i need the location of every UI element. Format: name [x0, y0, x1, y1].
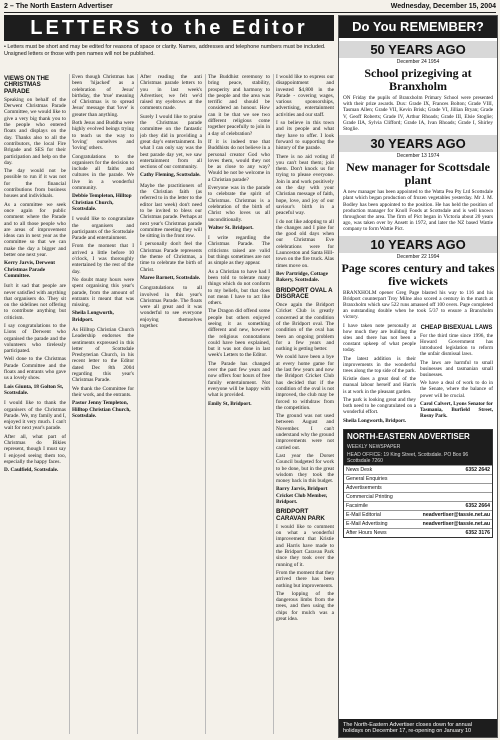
holiday-notice: The North-Eastern Advertiser closes down for annual holidays on December 17, re-opening on January 10: [339, 719, 497, 737]
lower-right-letter: [420, 323, 493, 426]
letter-paragraph: Both Jesus and Buddha were highly evolved beings trying to teach us the way to 'loving' ourselves and 'loving' others.: [72, 120, 134, 152]
letter-heading: BRIDPORT CARAVAN PARK: [276, 508, 325, 522]
letter-paragraph: As Hilltop Christian Church Leadership endorses the sentiments expressed in this letter of Scottsdale Presbyterian Church, in his recent letter to the Editor dated Dec 8th 2004 regarding this year's Christmas Parade.: [72, 326, 134, 384]
letter-paragraph: Congratulations to the organisers for the decision to include all faiths and cultures in the parade. We live in a wonderful community.: [72, 153, 134, 192]
item-body: BRANXHOLM opener Greg Page blasted his way to 116 and his Bridport counterpart Troy Milne also scored a century in the match at Branxholm which saw 522 runs amassed off 100 overs. Page completed an outstanding double when he took 5/37 to ensure a Branxholm victory.: [343, 289, 493, 321]
letter-signature: Emily St, Bridport.: [208, 400, 252, 407]
remember-sidebar: [338, 15, 498, 738]
letter-signature: Maree Barnett, Scottsdale.: [140, 274, 201, 281]
letter-paragraph: From the moment that they arrived there has been nothing but improvements.: [276, 569, 334, 589]
advertiser-logo: NORTH-EASTERN ADVERTISER: [344, 430, 492, 443]
item-date: December 24 1954: [396, 59, 440, 65]
letter-paragraph: There is no aid voting if you can't beat them; join them. Don't knock us for trying to please everyone. Join in and work positively on the day with your Christian message of faith, hope, love, and joy of our saviour's birth in a peaceful way.: [276, 153, 334, 217]
letters-col-4: [208, 74, 270, 736]
letter-paragraph: I do not like adopting to all the changes and I pine for the good old days when our Christmas Eve celebrations were for Launceston and Santa Hill-town on the fire truck. Alas times move on.: [276, 218, 334, 269]
letter-paragraph: Last year the Dorset Council budgeted for work to be done, but in the great wisdom they took the money back in this budget.: [276, 452, 334, 485]
letter-paragraph: Once again the Bridport Cricket Club is greatly concerned at the condition of the Bridport oval. The condition of the oval has been an ongoing problem for a few years and nothing is getting better.: [276, 302, 334, 353]
contact-row: E-Mail Advertising neadvertiser@tassie.net.au: [346, 520, 490, 527]
letter-paragraph: If it is indeed true that Buddhists do not believe in a personal creator God who loves them, would they not be as close to any way? Would be not be welcome in a Christian parade?: [208, 138, 270, 183]
letter-paragraph: Well done to the Christmas Parade Committee and the floats and entrants who gave us a lovely show.: [4, 356, 66, 382]
advertiser-contact-box: [343, 429, 493, 538]
letter-paragraph: Speaking on behalf of the Derwent Christmas Parade Committee, we would like to give a very big thank you to the people who entered floats and displays on the day. Thanks also to all the contributors, the local Fire Brigade and SES for their participation and help on the day.: [4, 96, 66, 166]
letter-paragraph: Maybe the practitioners of the Christian faith (as referred to in the letter to the editor last week) don't need to be invited to bless our Christmas parade. Perhaps at next year's Christmas parade committee meeting they will be sitting in the front row.: [140, 182, 202, 240]
letter-paragraph: Everyone was in the parade to celebrate the spirit of Christmas. Christmas is a celebration of the birth of Christ who loves us all unconditionally.: [208, 185, 270, 223]
letters-col-1: [4, 74, 66, 736]
item-headline: Page scores century and takes five wickets: [341, 260, 495, 288]
letter-signature: Bev Partridge, Cottage Bakery, Scottsdale.: [276, 270, 328, 284]
letter-paragraph: The Parade has changed over the past few years and now offers four hours of free family entertainment. Not everyone will be happy with what is provided.: [208, 360, 270, 399]
column-divider: [273, 74, 274, 734]
letter-signature: Carol Calvert, Lyons Senator for Tasmania, Burfield Street, Rosny Park.: [420, 400, 493, 420]
letter-heading: VIEWS ON THE CHRISTMAS PARADE: [4, 75, 50, 95]
item-body: A new manager has been appointed to the Watta Pea Pty Ltd Scottsdale plant which began production of frozen vegetables yesterday. Mr J. M. Bodley has been appointed to the position. He has held the position of production manager for Knoll Foods at Scottsdale and is well known throughout the area. The firm of Pict began in Victoria about 20 years ago, was taken over by Ansett in 1972, and later the NZ based Wattie company to form Wattie Pict.: [343, 189, 493, 233]
letter-signature: Barry Jarvis, Bridport Cricket Club Member, Bridport.: [276, 486, 328, 505]
letter-signature: Pastor Jenny Templeton, Hilltop Christian Church, Scottsdale.: [72, 400, 131, 419]
letter-paragraph: I would like to express our disappointment and invested $4,800 in the Parade - covering wages, various sponsorships, advertising, entertainment activities and our staff.: [276, 74, 334, 118]
column-divider: [69, 74, 70, 734]
letter-signature: Debbie Templeton, Hilltop Christian Church, Scottsdale.: [72, 193, 132, 212]
remember-title: Do You REMEMBER?: [339, 16, 497, 38]
thirty-years-ago-heading: 30 YEARS AGO: [339, 135, 497, 152]
lower-letters: [339, 323, 497, 426]
letters-col-5: [276, 74, 334, 736]
letter-paragraph: After all, what part of Christmas do Bikies represent, though I must say I enjoyed seeing them too, especially the happy faces.: [4, 433, 66, 465]
contact-row: News Desk 6352 2642: [346, 466, 490, 473]
letter-paragraph: After reading the anti Christmas parade letters to you in last week's Advertiser, we felt we'd raised my eyebrows at the comments made.: [140, 74, 202, 112]
letter-paragraph: I so believe in this town and its people and what they have to offer. I look forward to supporting the history of the parade.: [276, 120, 334, 152]
letter-paragraph: The lopping of the dangerous limbs from the trees, and then using the chips for mulch was a great idea.: [276, 590, 334, 623]
letter-paragraph: We thank the Committee for their work, and the entrants.: [72, 385, 134, 398]
contact-row: E-Mail Editorial neadvertiser@tassie.net.au: [346, 511, 490, 518]
column-divider: [205, 74, 206, 734]
letter-paragraph: The park is looking great and they both need to be congratulated on a wonderful effort.: [343, 396, 416, 416]
letters-col-2: [72, 74, 134, 736]
letter-paragraph: Kristie does a great deal of the manual labour herself and Harris is at work in the pleasant garden.: [343, 376, 416, 395]
letter-paragraph: I would like to thank the organisers of the Christmas Parade. We, my family and I, enjoyed it very much. I can't wait for next year's parade.: [4, 400, 66, 432]
letters-columns: [4, 74, 334, 736]
letter-paragraph: The day would not be possible to run if it was not for the financial contributions from business houses and individuals.: [4, 168, 66, 200]
letter-signature: D. Caulfield, Scottsdale.: [4, 467, 59, 474]
letter-paragraph: As a Christian to have had I been told to tolerate many things which do not conform to my beliefs, but that does not mean I have to act like others.: [208, 268, 270, 307]
ten-years-ago-heading: 10 YEARS AGO: [339, 236, 497, 253]
contact-row: Facsimile 6352 2664: [346, 502, 490, 509]
item-date: December 13 1974: [396, 153, 440, 160]
letter-heading: BRIDPORT OVAL A DISGRACE: [276, 286, 333, 300]
item-headline: New manager for Scottsdale plant: [346, 160, 490, 188]
letter-paragraph: Even though Christmas has been 'hijacked' as a celebration of Jesus' birthday, the 'true' meaning of Christmas is to spread Jesus' message that 'love' is greater than anything.: [72, 74, 134, 118]
letter-paragraph: From the moment that I arrived a little before 10 o'clock, I was thoroughly entertained by the rest of the day.: [72, 243, 134, 275]
letter-paragraph: Congratulations to all involved in this year's Christmas Parade. The floats were all great and it was wonderful to see everyone enjoying themselves together.: [140, 285, 202, 329]
fifty-years-ago-heading: 50 YEARS AGO: [339, 41, 497, 58]
lower-left-letter: [343, 323, 416, 426]
page-header-date: Wednesday, December 15, 2004: [390, 3, 496, 10]
letter-signature: Walter St. Bridport.: [208, 224, 254, 231]
column-divider: [137, 74, 138, 734]
letter-paragraph: I have taken note personally at how much they are building the sites and there has not been a constant upkeep of what people today.: [343, 322, 416, 354]
page-header-left: 2 – The North Eastern Advertiser: [4, 3, 113, 10]
letter-paragraph: The latest addition is their improvements in the wonderful trees along the top side of the park.: [343, 355, 416, 375]
letter-paragraph: I write regarding the Christmas Parade. The criticisms raised are valid but things sometimes are not as simple as they appear.: [208, 235, 270, 267]
contact-row: Commercial Printing: [344, 492, 492, 501]
contact-row: Advertisements: [344, 483, 492, 492]
contact-row: General Enquiries: [344, 474, 492, 483]
letters-rules: • Letters must be short and may be edited for reasons of space or clarity. Names, addresses and telephone numbers must be included. Unsigned letters or those with pen names will not be published.: [4, 44, 326, 57]
letter-signature: Lois Giunta, 18 Golton St, Scottsdale.: [4, 383, 64, 396]
item-body: ON Friday the pupils of Branxholm Primary School were presented with their prize awards. Dux: Grade IX, Frances Bolton; Grade VIII, Tasman Allen; Grade VII, Kevin Brisk; Grade VI, Jillian Bryan; Grade V, Geoff Roberts; Grade IV, Arthur Rhoads; Grade III, Elsie Stoglie; Grade IIA, Sylvia Clifford; Grade IA, Ivan Rhoads; Grade I, Shirley Stoglie.: [343, 95, 493, 133]
letter-signature: Sheila Longworth, Bridport.: [72, 310, 114, 323]
letter-paragraph: No doubt many hours were spent organising this year's parade, from the amount of entrants it meant that was missing.: [72, 276, 134, 309]
letter-paragraph: The Dragon did offend some people but others enjoyed seeing it as something different and new, however the religious connotations could have been explained, but it was not done in last week's Letters to the Editor.: [208, 308, 270, 359]
letter-paragraph: The laws are harmful to small businesses and tasmanian small businesses.: [420, 359, 493, 379]
letter-signature: Cathy Fleming, Scottsdale.: [140, 172, 201, 179]
letter-paragraph: We could have been a bye at every home game for the last few years and now the Bridport Cricket Club has decided that if the condition of the oval is not improved, the club may be forced to withdraw from the competition.: [276, 354, 334, 411]
letter-signature: Kerry Jarvis, Derwent Christmas Parade Committee.: [4, 260, 56, 279]
letters-col-3: [140, 74, 202, 736]
letter-paragraph: I would like to comment on what a wonderful improvement that Kristie and Harris have made to the Bridport Caravan Park since they took over the running of it.: [276, 523, 334, 568]
letter-paragraph: We have a deal of work to do in the Senate, where the balance of power will be crucial.: [420, 380, 493, 399]
letter-paragraph: The ground was not used between August and November. I can't understand why the ground improvements were not carried out.: [276, 413, 334, 451]
letter-paragraph: I say congratulations to the Lions of Derwent who organised the parade and the volunteers who tirelessly participated.: [4, 322, 66, 355]
letter-paragraph: I would like to congratulate the organisers and participants of the Scottsdale Parade and entertainment.: [72, 216, 134, 242]
letters-banner: LETTERS to the Editor: [4, 15, 334, 41]
page-header: [4, 2, 496, 13]
letter-paragraph: Surely I would like to praise the Christmas parade committee on the fantastic job they did in providing a great day's entertainment. In what I can only say was the best parade day yet, we saw entertainment from all sections of our community.: [140, 113, 202, 171]
letter-heading: CHEAP BISEXUAL LAWS: [420, 324, 493, 331]
advertiser-tagline: WEEKLY NEWSPAPER: [344, 443, 492, 451]
advertiser-head-office: HEAD OFFICE: 19 King Street, Scottsdale. PO Box 96 Scottsdale 7260: [344, 451, 492, 465]
letter-signature: Sheila Longworth, Bridport.: [343, 417, 407, 424]
letter-paragraph: For the third time since 1996, the Howard Government has introduced legislation to reform the unfair dismissal laws.: [420, 332, 493, 358]
letter-paragraph: I personally don't feel the Christmas Parade represents the theme of Christmas, a time to celebrate the birth of Christ.: [140, 241, 202, 273]
contact-row: After Hours News 6352 3176: [346, 529, 490, 536]
letter-paragraph: Isn't it sad that people are never satisfied with anything that organisers do. They sit on the sidelines not offering to contribute anything but criticism.: [4, 283, 66, 321]
item-date: December 22 1994: [396, 253, 440, 260]
letter-paragraph: As a committee we seek once again for public comment where the Parade and to all those people who are areas of improvement ideas can in next year as the committee so that we can make the day a bigger and better one next year.: [4, 201, 66, 259]
item-headline: School prizegiving at Branxholm: [364, 66, 472, 93]
letter-paragraph: The Buddhist ceremony to bring peace, stability, prosperity and harmony to the people and the area was terrific and should be considered an honour. How can it be that we see two different religious come together peacefully to join in a day of celebration?: [208, 74, 270, 137]
